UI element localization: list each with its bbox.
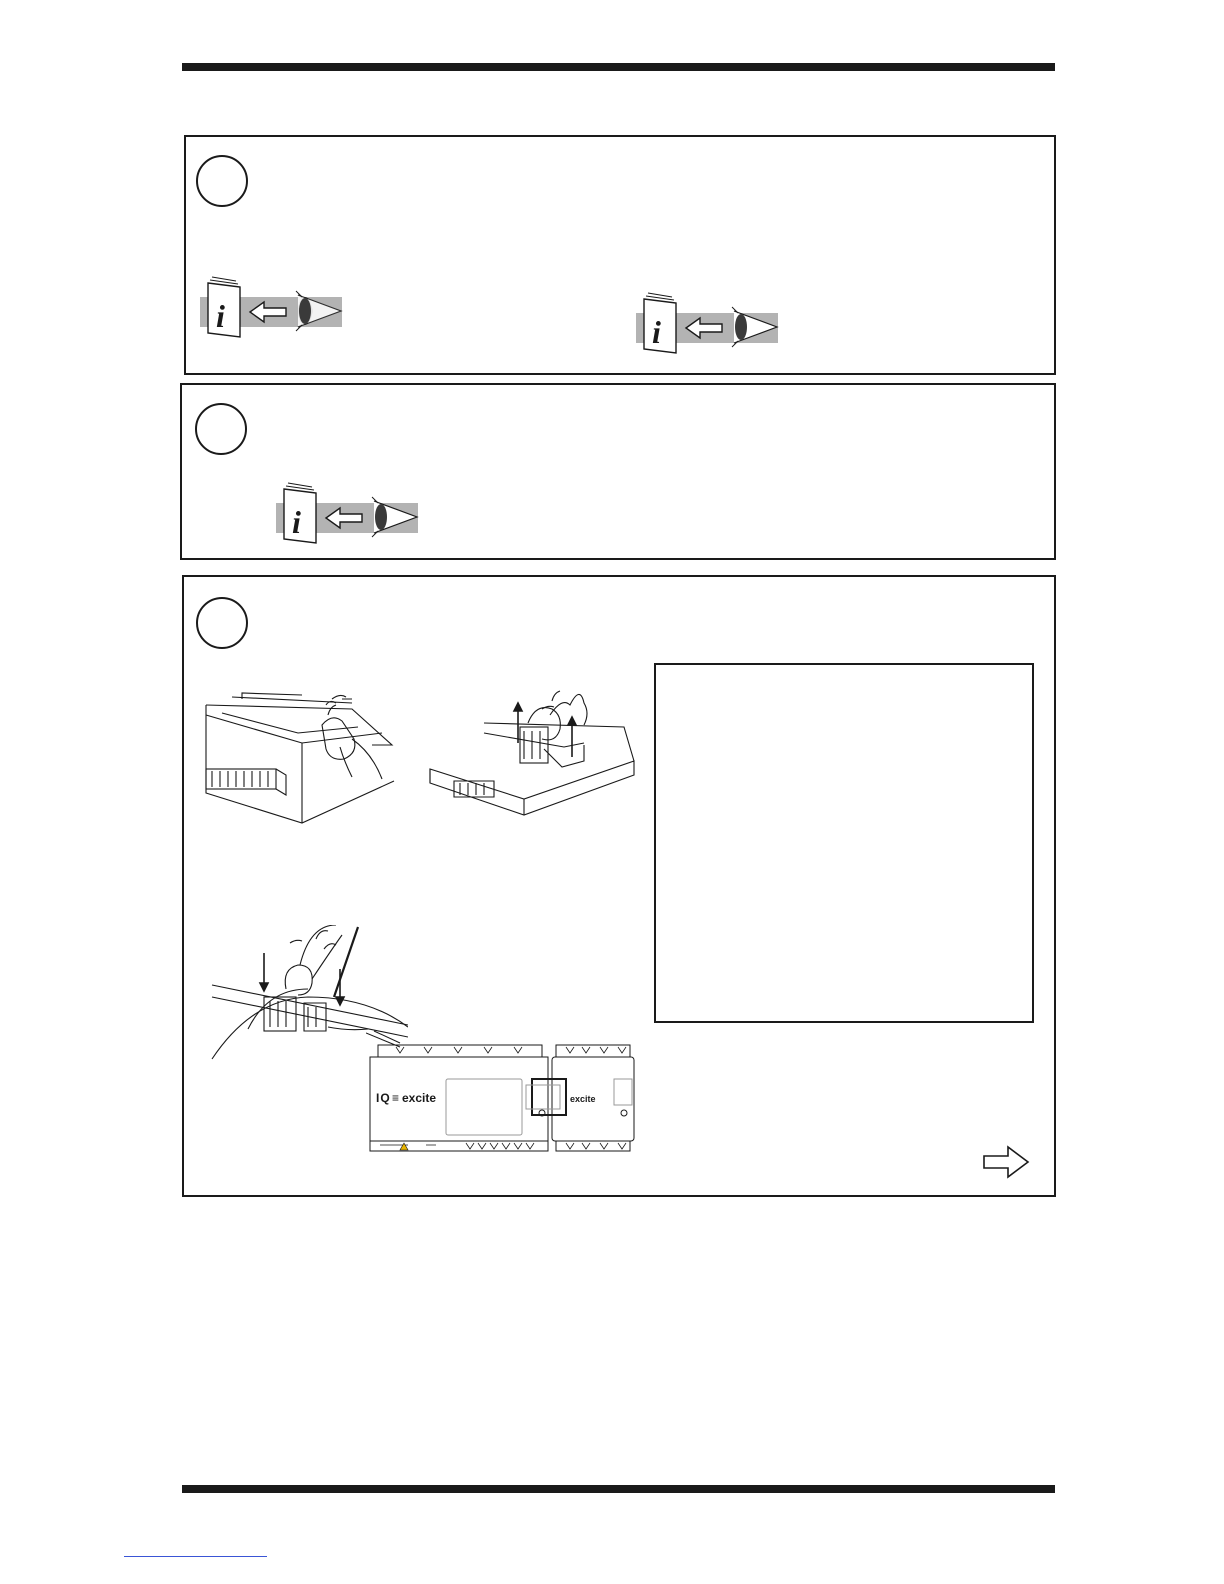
see-manual-icon [274,481,420,551]
step-number-circle [195,403,247,455]
bottom-rule [182,1485,1055,1493]
step-number-circle [196,597,248,649]
device-name-label: excite [402,1091,437,1105]
step-number-circle [196,155,248,207]
step-panel-1 [184,135,1056,375]
next-page-arrow-icon[interactable] [982,1145,1030,1179]
pull-connector-illustration [424,687,636,827]
see-manual-icon [634,291,780,361]
see-manual-icon [198,275,344,345]
link-underline[interactable] [124,1556,267,1557]
module-name-label: excite [570,1094,596,1104]
controller-module-illustration [366,1027,636,1167]
note-box [654,663,1034,1023]
step-panel-3 [182,575,1056,1197]
svg-text:i: i [652,314,661,350]
device-brand-label: IQ [376,1091,391,1105]
svg-text:i: i [292,504,301,540]
device-mark: ≡ [392,1091,400,1105]
svg-text:i: i [216,298,225,334]
top-rule [182,63,1055,71]
remove-cover-illustration [202,685,402,825]
step-panel-2 [180,383,1056,560]
